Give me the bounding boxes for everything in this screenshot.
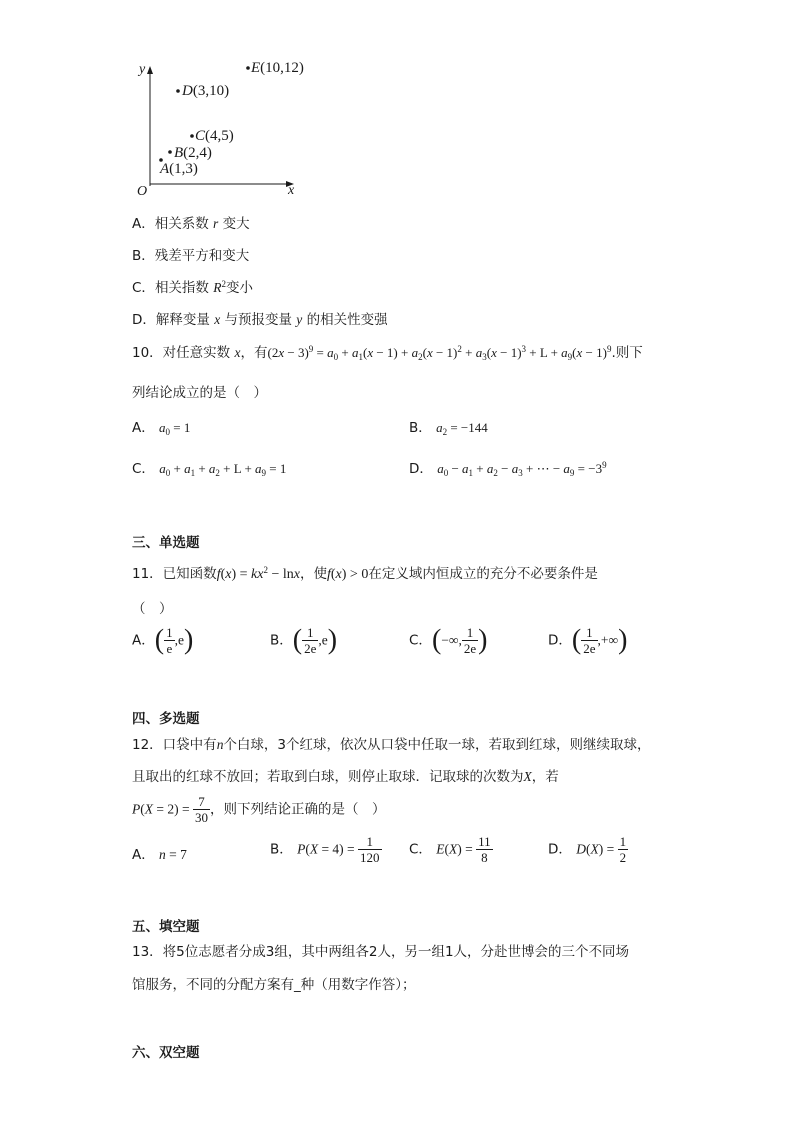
x-axis-label: x	[288, 183, 295, 198]
origin-label: O	[137, 184, 148, 199]
q12-stem-line2: 且取出的红球不放回；若取到白球，则停止取球．记取球的次数为X，若	[132, 769, 559, 785]
q10-option-d: D． $a_0 - a_1 + a_2 - a_3$ + ⋯ − $a_9 = -3^9$	[409, 460, 607, 478]
point-C-label: C(4,5)	[195, 128, 234, 144]
q12-option-c: C． E(X) = $\frac{11}{8}$	[409, 834, 491, 865]
q11-stem: 11．已知函数$f(x) = kx^2 - \ln x$，使f(x) > 0在定义域内恒成立的充分不必要条件是	[132, 565, 598, 582]
section-5-title: 五、填空题	[132, 919, 200, 935]
point-B-dot	[168, 150, 172, 154]
q10-stem: 10．对任意实数 x，有$(2x - 3)^9 = a_0 + a_1(x - 1) + a_2(x - 1)^2 + a_3(x - 1)^3 + L + a_9(x - 1)^9$.则下	[132, 344, 643, 362]
section-6-title: 六、双空题	[132, 1045, 200, 1061]
q11-option-c: C．(−∞, $\frac{1}{2e}$ )	[409, 624, 488, 656]
section-3-title: 三、单选题	[132, 535, 200, 551]
point-B-label: B(2,4)	[174, 145, 212, 161]
q13-stem-line1: 13．将5位志愿者分成3组，其中两组各2人，另一组1人，分赴世博会的三个不同场	[132, 944, 630, 960]
q9-option-d: D．解释变量 x 与预报变量 y 的相关性变强	[132, 312, 388, 328]
y-axis-label: y	[139, 62, 146, 77]
q13-stem-line2: 馆服务，不同的分配方案有_种（用数字作答）；	[132, 977, 416, 993]
q10-stem-line2: 列结论成立的是（ ）	[132, 385, 267, 401]
point-E-dot	[246, 66, 250, 70]
q11-option-d: D．( $\frac{1}{2e}$ ,+∞)	[548, 624, 628, 656]
q10-option-a: A． $a_0 = 1$	[132, 420, 191, 437]
point-D-label: D(3,10)	[182, 83, 230, 99]
q12-option-d: D． D(X) = $\frac{1}{2}$	[548, 834, 627, 865]
q9-option-a: A．相关系数 r 变大	[132, 216, 250, 232]
q12-stem-line1: 12．口袋中有n个白球，3个红球，依次从口袋中任取一球，若取到红球，则继续取球，	[132, 737, 651, 753]
q9-option-c: C．相关指数 $R^2$变小	[132, 279, 253, 296]
y-axis-arrow	[147, 66, 153, 74]
q10-option-b: B． $a_2 = -144$	[409, 420, 488, 437]
scatter-figure	[0, 0, 794, 210]
q12-option-b: B． P(X = 4) = $\frac{1}{120}$	[270, 834, 380, 865]
q11-option-a: A．( $\frac{1}{e}$ ,e)	[132, 624, 194, 656]
point-C-dot	[190, 134, 194, 138]
section-4-title: 四、多选题	[132, 711, 200, 727]
point-E-label: E(10,12)	[251, 60, 304, 76]
point-A-label: A(1,3)	[160, 161, 198, 177]
q11-option-b: B．( $\frac{1}{2e}$ ,e)	[270, 624, 338, 656]
q12-option-a: A． n = 7	[132, 847, 187, 863]
point-D-dot	[176, 89, 180, 93]
q10-option-c: C． $a_0 + a_1 + a_2 + L + a_9 = 1$	[132, 461, 287, 478]
q9-option-b: B．残差平方和变大	[132, 248, 250, 264]
q11-stem-line2: （ ）	[132, 601, 173, 617]
q12-stem-line3: P(X = 2) = $\frac{7}{30}$ ，则下列结论正确的是（ ）	[132, 794, 386, 825]
